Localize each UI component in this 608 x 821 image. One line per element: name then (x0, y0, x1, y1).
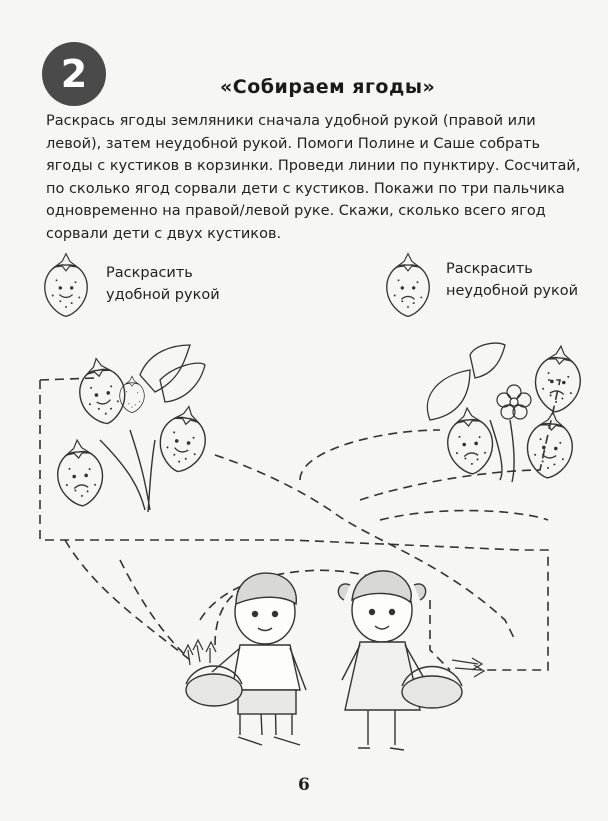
legend-uncomfortable-line1: Раскрасить (446, 261, 533, 277)
task-number: 2 (60, 52, 88, 96)
legend-comfortable-line2: удобной рукой (106, 287, 220, 303)
legend-smiling-berry-icon (45, 254, 87, 317)
right-strawberry-bush (427, 343, 583, 482)
left-strawberry-bush (55, 345, 211, 512)
girl-figure (338, 571, 484, 750)
legend-sad-berry-icon (387, 254, 429, 317)
task-instructions: Раскрась ягоды земляники сначала удобной рукой (правой или левой), затем неудобной рукой. Помоги Полине и Саше собрать ягоды с кустиков в корзинки. Проведи линии по пунктиру. Сосчитай, по сколько ягод сорвали дети с кустиков. Покажи по три пальчика одновременно на правой/левой руке. Скажи, сколько всего ягод сорвали дети с двух кустиков. (46, 113, 581, 242)
boy-figure (183, 573, 306, 745)
legend-comfortable-line1: Раскрасить (106, 265, 193, 281)
flower-icon (497, 385, 531, 419)
legend-uncomfortable-line2: неудобной рукой (446, 283, 579, 299)
task-title: «Собираем ягоды» (220, 76, 436, 98)
page-number: 6 (298, 775, 310, 795)
